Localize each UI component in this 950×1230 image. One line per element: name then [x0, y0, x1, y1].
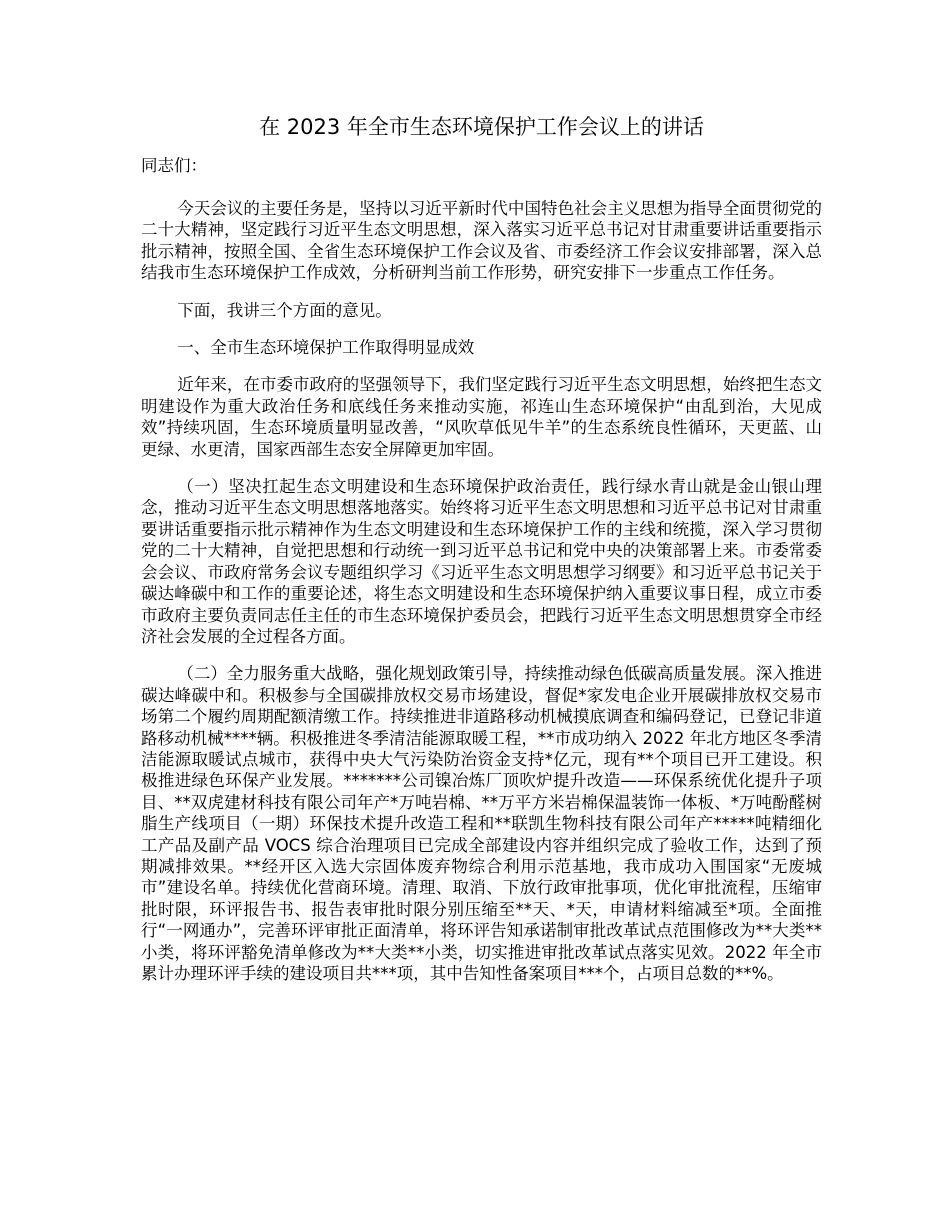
paragraph-achievements: 近年来，在市委市政府的坚强领导下，我们坚定践行习近平生态文明思想，始终把生态文明建设作为重大政治任务和底线任务来推动实施，祁连山生态环境保护“由乱到治，大见成效”持续巩固，生态环境质量明显改善，“风吹草低见牛羊”的生态系统良性循环，天更蓝、山更绿、水更清，国家西部生态安全屏障更加牢固。 [141, 375, 822, 459]
document-title: 在 2023 年全市生态环境保护工作会议上的讲话 [259, 115, 704, 139]
document-page [141, 112, 822, 1000]
paragraph-political-responsibility: （一）坚决扛起生态文明建设和生态环境保护政治责任，践行绿水青山就是金山银山理念，推动习近平生态文明思想落地落实。始终将习近平生态文明思想和习近平总书记对甘肃重要讲话重要指示批示精神作为生态文明建设和生态环境保护工作的主线和统揽，深入学习贯彻党的二十大精神，自觉把思想和行动统一到习近平总书记和党中央的决策部署上来。市委常委会会议、市政府常务会议专题组织学习《习近平生态文明思想学习纲要》和习近平总书记关于碳达峰碳中和工作的重要论述，将生态文明建设和生态环境保护纳入重要议事日程，成立市委市政府主要负责同志任主任的市生态环境保护委员会，把践行习近平生态文明思想贯穿全市经济社会发展的全过程各方面。 [141, 477, 822, 646]
paragraph-major-strategies: （二）全力服务重大战略，强化规划政策引导，持续推动绿色低碳高质量发展。深入推进碳达峰碳中和。积极参与全国碳排放权交易市场建设，督促*家发电企业开展碳排放权交易市场第二个履约周期配额清缴工作。持续推进非道路移动机械摸底调查和编码登记，已登记非道路移动机械****辆。积极推进冬季清洁能源取暖工程，**市成功纳入 2022 年北方地区冬季清洁能源取暖试点城市，获得中央大气污染防治资金支持*亿元，现有**个项目已开工建设。积极推进绿色环保产业发展。*******公司镍冶炼厂顶吹炉提升改造——环保系统优化提升子项目、**双虎建材科技有限公司年产*万吨岩棉、**万平方米岩棉保温装饰一体板、*万吨酚醛树脂生产线项目（一期）环保技术提升改造工程和**联凯生物科技有限公司年产*****吨精细化工产品及副产品 VOCS 综合治理项目已完成全部建设内容并组织完成了验收工作，达到了预期减排效果。**经开区入选大宗固体废弃物综合利用示范基地，我市成功入围国家“无废城市”建设名单。持续优化营商环境。清理、取消、下放行政审批事项，优化审批流程，压缩审批时限，环评报告书、报告表审批时限分别压缩至**天、*天，申请材料缩减至*项。全面推行“一网通办”，完善环评审批正面清单，将环评告知承诺制审批改革试点范围修改为**大类**小类，将环评豁免清单修改为**大类**小类，切实推进审批改革试点落实见效。2022 年全市累计办理环评手续的建设项目共***项，其中告知性备案项目***个，占项目总数的**%。 [141, 664, 822, 983]
section-heading-1: 一、全市生态环境保护工作取得明显成效 [177, 338, 475, 358]
paragraph-opening: 今天会议的主要任务是，坚持以习近平新时代中国特色社会主义思想为指导全面贯彻党的二十大精神，坚定践行习近平生态文明思想，深入落实习近平总书记对甘肃重要讲话重要指示批示精神，按照全国、全省生态环境保护工作会议及省、市委经济工作会议安排部署，深入总结我市生态环境保护工作成效，分析研判当前工作形势，研究安排下一步重点工作任务。 [141, 199, 822, 283]
salutation: 同志们： [141, 156, 207, 175]
paragraph-outline: 下面，我讲三个方面的意见。 [177, 300, 392, 320]
